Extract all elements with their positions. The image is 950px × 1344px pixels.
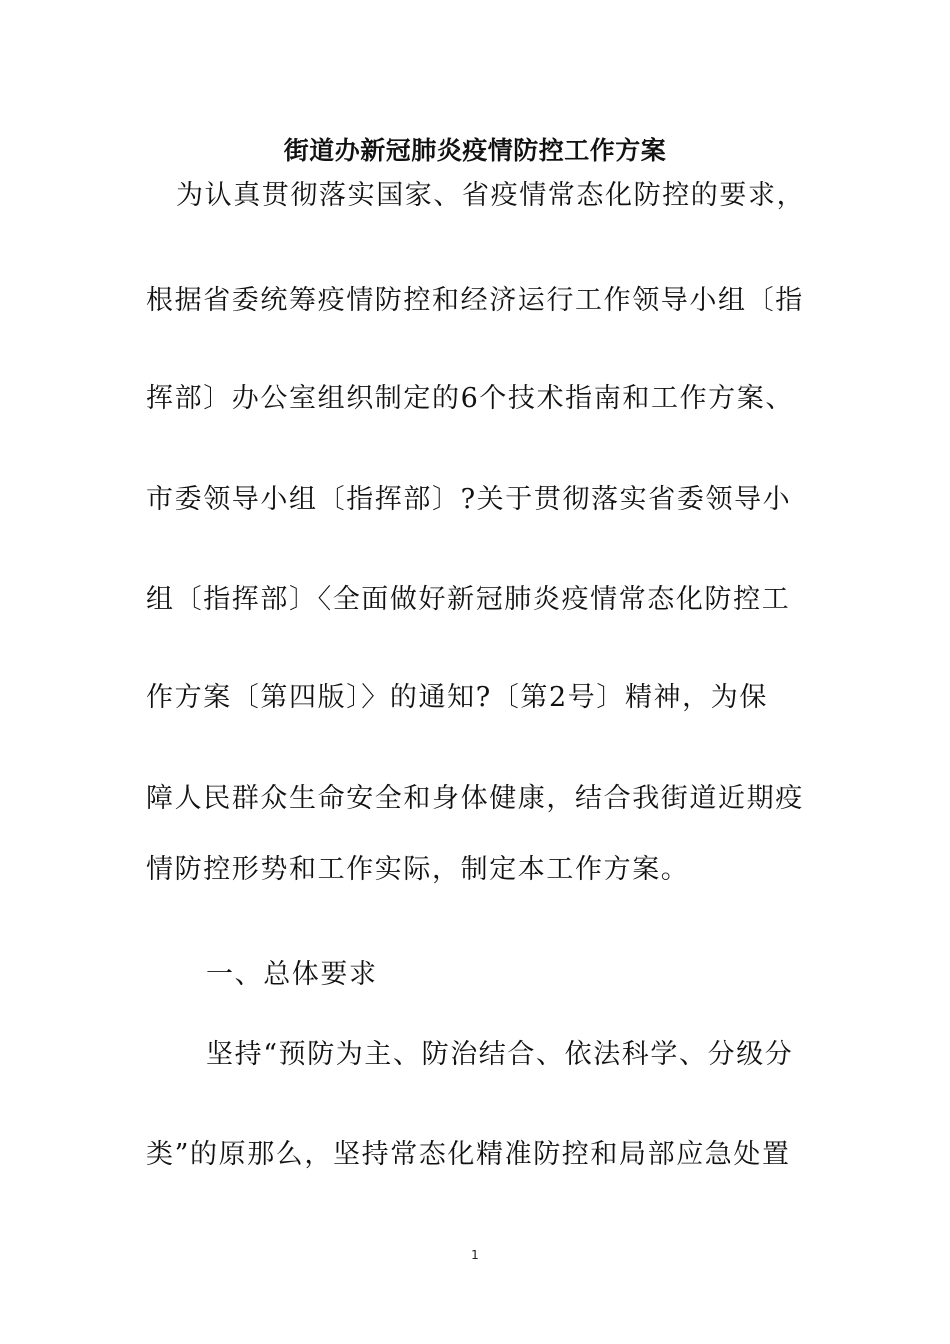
paragraph-line: 组〔指挥部〕〈全面做好新冠肺炎疫情常态化防控工 bbox=[146, 584, 791, 615]
page-number: 1 bbox=[471, 1248, 479, 1262]
paragraph-line: 为认真贯彻落实国家、省疫情常态化防控的要求， bbox=[176, 180, 806, 211]
document-title: 街道办新冠肺炎疫情防控工作方案 bbox=[283, 136, 667, 165]
paragraph-line: 根据省委统筹疫情防控和经济运行工作领导小组〔指 bbox=[146, 285, 804, 316]
section-heading: 一、总体要求 bbox=[206, 959, 378, 990]
paragraph-line: 障人民群众生命安全和身体健康，结合我街道近期疫 bbox=[146, 783, 804, 814]
paragraph-line: 类”的原那么，坚持常态化精准防控和局部应急处置 bbox=[146, 1139, 791, 1170]
paragraph-line: 挥部〕办公室组织制定的6个技术指南和工作方案、 bbox=[146, 383, 794, 414]
paragraph-line: 情防控形势和工作实际，制定本工作方案。 bbox=[146, 854, 690, 885]
paragraph-line: 作方案〔第四版〕〉的通知?〔第2号〕精神，为保 bbox=[146, 682, 768, 713]
paragraph-line: 坚持“预防为主、防治结合、依法科学、分级分 bbox=[206, 1039, 794, 1070]
paragraph-line: 市委领导小组〔指挥部〕?关于贯彻落实省委领导小 bbox=[146, 484, 792, 515]
